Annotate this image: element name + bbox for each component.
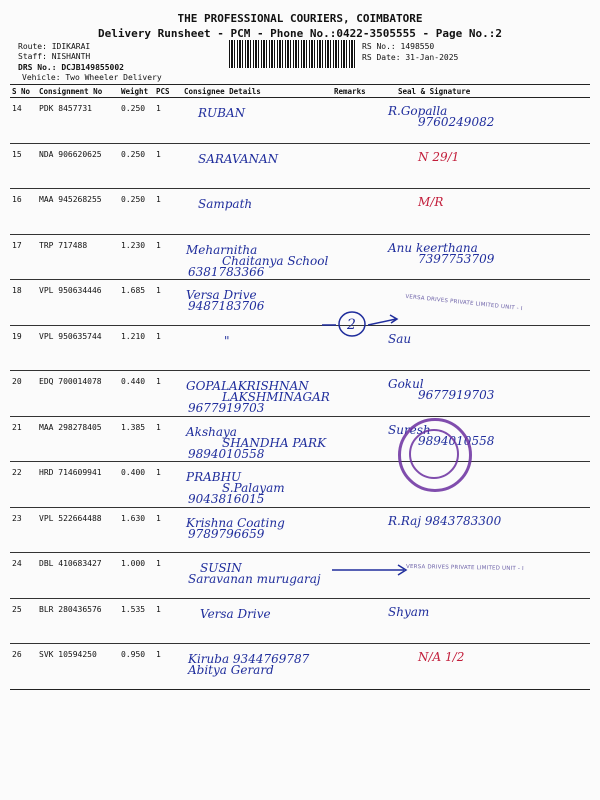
row-remarks <box>332 143 374 189</box>
row-remarks <box>332 98 374 144</box>
table-row <box>10 98 590 144</box>
row-sno: 25 <box>10 598 37 644</box>
table-row <box>10 371 590 417</box>
arrow-mark <box>330 560 414 578</box>
signature-line: Shyam <box>388 604 430 619</box>
consignee-line: RUBAN <box>198 106 246 120</box>
row-weight: 1.630 <box>119 507 154 553</box>
consignee-line: SARAVANAN <box>198 151 279 166</box>
row-consignment-no: BLR 280436576 <box>37 598 119 644</box>
row-signature <box>374 644 590 690</box>
row-pcs: 1 <box>154 553 182 599</box>
row-consignee-details <box>182 143 332 189</box>
row-consignment-no: HRD 714609941 <box>37 462 119 508</box>
consignee-line: 9487183706 <box>188 299 265 313</box>
consignee-line: S.Palayam <box>222 481 285 495</box>
row-weight: 0.250 <box>119 98 154 144</box>
consignee-line: Abitya Gerard <box>188 663 274 677</box>
table-row <box>10 234 590 280</box>
row-weight: 1.000 <box>119 553 154 599</box>
row-pcs: 1 <box>154 280 182 326</box>
col-weight: Weight <box>119 85 154 98</box>
row-consignee-details <box>182 507 332 553</box>
row-pcs: 1 <box>154 143 182 189</box>
row-consignment-no: TRP 717488 <box>37 234 119 280</box>
row-pcs: 1 <box>154 371 182 417</box>
row-remarks <box>332 462 374 508</box>
signature-line: Suresh <box>388 422 431 437</box>
signature-line: 9760249082 <box>418 115 495 129</box>
row-sno: 20 <box>10 371 37 417</box>
row-sno: 14 <box>10 98 37 144</box>
row-signature <box>374 234 590 280</box>
signature-line: N 29/1 <box>418 149 460 164</box>
row-weight: 0.250 <box>119 189 154 235</box>
row-pcs: 1 <box>154 644 182 690</box>
row-signature <box>374 598 590 644</box>
consignee-line: Versa Drive <box>186 288 257 302</box>
row-consignee-details <box>182 644 332 690</box>
row-consignment-no: MAA 945268255 <box>37 189 119 235</box>
row-signature <box>374 143 590 189</box>
row-consignment-no: PDK 8457731 <box>37 98 119 144</box>
row-sno: 19 <box>10 325 37 371</box>
consignee-line: 6381783366 <box>188 264 265 279</box>
consignee-line: Versa Drive <box>200 606 271 621</box>
consignee-line: 9677919703 <box>188 401 265 415</box>
col-consignee: Consignee Details <box>182 85 332 98</box>
circle-mark-text: 2 <box>347 317 356 333</box>
consignee-line: Akshaya <box>186 424 237 439</box>
row-signature <box>374 371 590 417</box>
row-signature <box>374 189 590 235</box>
row-weight: 1.685 <box>119 280 154 326</box>
consignee-line: GOPALAKRISHNAN <box>186 379 309 393</box>
col-signature: Seal & Signature <box>374 85 590 98</box>
row-signature <box>374 507 590 553</box>
row-consignee-details <box>182 325 332 371</box>
row-weight: 0.400 <box>119 462 154 508</box>
consignee-line: Chaitanya School <box>222 253 329 268</box>
row-consignee-details <box>182 189 332 235</box>
vehicle-label: Vehicle: Two Wheeler Delivery <box>22 73 162 82</box>
company-title: THE PROFESSIONAL COURIERS, COIMBATORE <box>177 12 423 25</box>
row-sno: 17 <box>10 234 37 280</box>
row-consignee-details <box>182 598 332 644</box>
barcode <box>229 40 357 68</box>
consignee-line: 9789796659 <box>188 526 265 541</box>
consignee-line: Krishna Coating <box>186 515 285 530</box>
consignee-line: Saravanan murugaraj <box>188 572 321 586</box>
row-signature <box>374 325 590 371</box>
row-consignee-details <box>182 280 332 326</box>
rs-number: RS No.: 1498550 <box>362 42 435 51</box>
row-weight: 0.950 <box>119 644 154 690</box>
table-row <box>10 143 590 189</box>
table-row <box>10 553 590 599</box>
table-row <box>10 462 590 508</box>
row-sno: 23 <box>10 507 37 553</box>
row-sno: 24 <box>10 553 37 599</box>
runsheet-table <box>10 84 590 690</box>
table-row <box>10 507 590 553</box>
signature-line: N/A 1/2 <box>418 650 465 664</box>
row-weight: 0.250 <box>119 143 154 189</box>
table-row <box>10 644 590 690</box>
row-pcs: 1 <box>154 507 182 553</box>
row-consignment-no: DBL 410683427 <box>37 553 119 599</box>
consignee-line: 9043816015 <box>188 492 265 506</box>
row-consignment-no: VPL 950635744 <box>37 325 119 371</box>
row-remarks <box>332 189 374 235</box>
circle-arrow-mark <box>318 308 402 342</box>
signature-line: 7397753709 <box>418 251 495 266</box>
row-sno: 15 <box>10 143 37 189</box>
row-pcs: 1 <box>154 416 182 462</box>
table-row <box>10 325 590 371</box>
signature-line: Anu keerthana <box>388 240 478 255</box>
row-consignment-no: SVK 10594250 <box>37 644 119 690</box>
row-sno: 26 <box>10 644 37 690</box>
row-sno: 18 <box>10 280 37 326</box>
col-remarks: Remarks <box>332 85 374 98</box>
col-consignment: Consignment No <box>37 85 119 98</box>
row-pcs: 1 <box>154 98 182 144</box>
row-remarks <box>332 507 374 553</box>
row-consignment-no: EDQ 700014078 <box>37 371 119 417</box>
versa-stamp: VERSA DRIVES PRIVATE LIMITED UNIT - I <box>405 563 524 573</box>
row-sno: 16 <box>10 189 37 235</box>
row-pcs: 1 <box>154 234 182 280</box>
table-row <box>10 416 590 462</box>
row-consignee-details <box>182 371 332 417</box>
signature-line: 9677919703 <box>418 388 495 402</box>
row-remarks <box>332 234 374 280</box>
row-consignee-details <box>182 98 332 144</box>
signature-line: R.Gopalla <box>388 104 448 118</box>
row-consignment-no: MAA 298278405 <box>37 416 119 462</box>
signature-line: M/R <box>418 195 444 209</box>
row-consignee-details <box>182 462 332 508</box>
row-remarks <box>332 371 374 417</box>
consignee-line: PRABHU <box>186 470 242 484</box>
table-header-row <box>10 85 590 98</box>
row-weight: 1.385 <box>119 416 154 462</box>
col-pcs: PCS <box>154 85 182 98</box>
table-row <box>10 598 590 644</box>
runsheet-subtitle: Delivery Runsheet - PCM - Phone No.:0422-3505555 - Page No.:2 <box>98 27 502 40</box>
row-sno: 21 <box>10 416 37 462</box>
staff-label: Staff: NISHANTH <box>18 52 91 61</box>
table-row <box>10 280 590 326</box>
row-pcs: 1 <box>154 189 182 235</box>
row-remarks <box>332 416 374 462</box>
rs-date: RS Date: 31-Jan-2025 <box>362 53 459 62</box>
row-signature <box>374 98 590 144</box>
route-label: Route: IDIKARAI <box>18 42 91 51</box>
versa-stamp: VERSA DRIVES PRIVATE LIMITED UNIT - I <box>405 293 523 313</box>
row-consignment-no: NDA 906620625 <box>37 143 119 189</box>
consignee-line: SUSIN <box>200 561 242 575</box>
col-sno: S No <box>10 85 37 98</box>
company-seal-icon <box>398 418 472 492</box>
consignee-line: 9894010558 <box>188 446 265 461</box>
consignee-line: " <box>224 333 230 348</box>
consignee-line: SHANDHA PARK <box>222 435 327 450</box>
signature-line: Sau <box>388 331 412 346</box>
consignee-line: Kiruba 9344769787 <box>188 652 310 666</box>
table-row <box>10 189 590 235</box>
row-remarks <box>332 644 374 690</box>
row-pcs: 1 <box>154 325 182 371</box>
row-sno: 22 <box>10 462 37 508</box>
row-consignee-details <box>182 553 332 599</box>
signature-line: R.Raj 9843783300 <box>388 513 502 528</box>
signature-line: Gokul <box>388 377 424 391</box>
row-pcs: 1 <box>154 462 182 508</box>
row-consignee-details <box>182 416 332 462</box>
row-weight: 1.210 <box>119 325 154 371</box>
row-consignment-no: VPL 522664488 <box>37 507 119 553</box>
consignee-line: Meharnitha <box>186 242 258 257</box>
consignee-line: Sampath <box>198 197 253 211</box>
row-weight: 1.535 <box>119 598 154 644</box>
row-consignment-no: VPL 950634446 <box>37 280 119 326</box>
consignee-line: LAKSHMINAGAR <box>222 390 330 404</box>
drs-number: DRS No.: DCJB149855002 <box>18 63 124 72</box>
row-remarks <box>332 598 374 644</box>
row-weight: 1.230 <box>119 234 154 280</box>
row-pcs: 1 <box>154 598 182 644</box>
row-consignee-details <box>182 234 332 280</box>
signature-line: 9894010558 <box>418 433 495 448</box>
row-weight: 0.440 <box>119 371 154 417</box>
